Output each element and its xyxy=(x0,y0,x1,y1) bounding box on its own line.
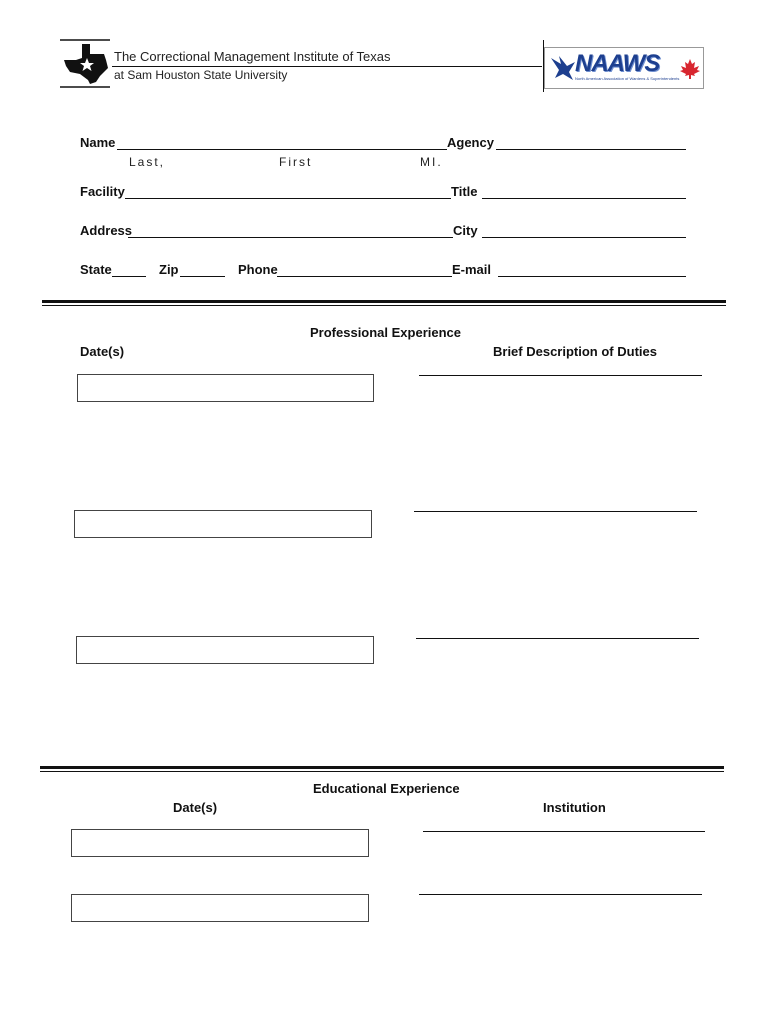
naaws-logo xyxy=(544,47,704,89)
section-divider-thick xyxy=(42,300,726,303)
naaws-logo-subtext: North American Association of Wardens & Superintendents xyxy=(575,76,680,81)
email-label: E-mail xyxy=(452,262,492,277)
state-label: State xyxy=(80,262,112,277)
state-field[interactable] xyxy=(112,276,146,277)
title-label: Title xyxy=(451,184,478,199)
name-sub-first: First xyxy=(279,155,313,169)
professional-date-input-1[interactable] xyxy=(77,374,374,402)
header-rule xyxy=(112,66,542,67)
name-sub-last: Last, xyxy=(129,155,166,169)
zip-field[interactable] xyxy=(180,276,225,277)
name-label: Name xyxy=(80,135,116,150)
city-label: City xyxy=(453,223,478,238)
facility-field[interactable] xyxy=(125,198,451,199)
duties-line-1[interactable] xyxy=(419,375,702,376)
duties-label: Brief Description of Duties xyxy=(493,344,657,359)
professional-heading: Professional Experience xyxy=(310,325,462,340)
section-divider-thin xyxy=(42,305,726,306)
professional-dates-label: Date(s) xyxy=(80,344,125,359)
institution-line-2[interactable] xyxy=(419,894,702,895)
professional-date-input-3[interactable] xyxy=(76,636,374,664)
agency-field[interactable] xyxy=(496,149,686,150)
address-field[interactable] xyxy=(128,237,453,238)
agency-label: Agency xyxy=(447,135,494,150)
institution-label: Institution xyxy=(543,800,606,815)
educational-heading: Educational Experience xyxy=(313,781,460,796)
name-sub-mi: MI. xyxy=(420,155,443,169)
texas-star-logo-icon xyxy=(60,38,112,90)
duties-line-3[interactable] xyxy=(416,638,699,639)
university-name: at Sam Houston State University xyxy=(114,68,288,82)
facility-label: Facility xyxy=(80,184,125,199)
city-field[interactable] xyxy=(482,237,686,238)
maple-leaf-icon xyxy=(679,58,701,80)
professional-date-input-2[interactable] xyxy=(74,510,372,538)
educational-date-input-1[interactable] xyxy=(71,829,369,857)
zip-label: Zip xyxy=(159,262,179,277)
phone-field[interactable] xyxy=(277,276,452,277)
title-field[interactable] xyxy=(482,198,686,199)
institution-line-1[interactable] xyxy=(423,831,705,832)
institute-name: The Correctional Management Institute of Texas xyxy=(114,49,391,64)
section-divider-thick-2 xyxy=(40,766,724,769)
section-divider-thin-2 xyxy=(40,771,724,772)
educational-dates-label: Date(s) xyxy=(173,800,218,815)
name-field[interactable] xyxy=(117,149,447,150)
eagle-icon xyxy=(549,54,577,82)
phone-label: Phone xyxy=(238,262,278,277)
naaws-logo-text: NAAWS xyxy=(575,50,660,77)
address-label: Address xyxy=(80,223,133,238)
educational-date-input-2[interactable] xyxy=(71,894,369,922)
duties-line-2[interactable] xyxy=(414,511,697,512)
email-field[interactable] xyxy=(498,276,686,277)
